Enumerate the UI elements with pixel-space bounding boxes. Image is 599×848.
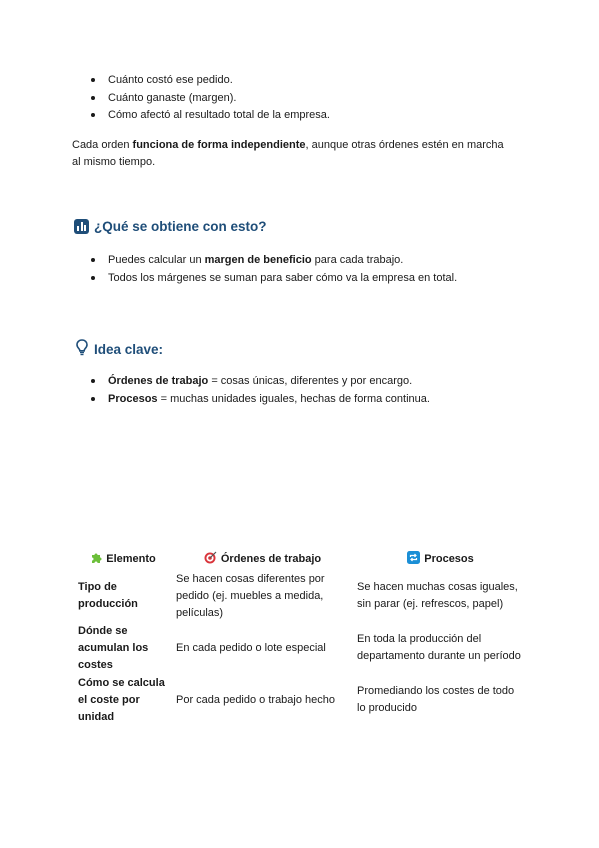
list-item [72,373,430,391]
list-item: Cuánto ganaste (margen). [72,90,330,108]
list-item: Cuánto costó ese pedido. [72,72,330,90]
repeat-icon [407,551,420,570]
list-item-emphasis: margen de beneficio [204,254,312,266]
table-cell-processes: Se hacen muchas cosas iguales, sin parar (ej. refrescos, papel) [357,581,518,610]
list-item-emphasis: Procesos [108,392,158,405]
puzzle-icon [90,552,102,570]
list-item-text-end: para cada trabajo. [311,254,404,266]
list-item-text: Todos los márgenes se suman para saber cómo va la empresa en total. [108,271,458,284]
top-bullet-list [72,72,330,125]
list-item [72,391,430,409]
paragraph-emphasis: funciona de forma independiente [132,139,306,151]
list-item [72,270,457,288]
bar-chart-icon [74,219,89,234]
table-header-label: Procesos [424,552,474,565]
table-cell-orders: En cada pedido o lote especial [176,641,326,654]
table-row [74,622,528,674]
section-heading-key-idea [76,339,163,360]
table-header-element [74,550,172,570]
list-item [72,252,457,270]
table-cell-processes: Promediando los costes de todo lo producido [357,685,515,714]
paragraph-text-start: Cada orden [72,139,133,151]
table-cell-orders: Por cada pedido o trabajo hecho [176,693,336,706]
table-cell-element: Dónde se acumulan los costes [78,624,149,671]
table-header-orders [172,550,353,570]
table-row [74,674,528,726]
section-heading-obtain [74,218,267,235]
list-item-text: = muchas unidades iguales, hechas de forma continua. [157,392,430,405]
comparison-table [74,550,528,726]
list-item: Cómo afectó al resultado total de la empresa. [72,107,330,125]
list-item-emphasis: Órdenes de trabajo [108,375,209,387]
table-cell-element: Tipo de producción [78,581,138,610]
list-item-text: = cosas únicas, diferentes y por encargo. [208,375,413,387]
table-header-row [74,550,528,570]
paragraph-text-end: , aunque otras órdenes estén en marcha al mismo tiempo. [72,139,504,168]
lightbulb-icon [76,339,88,360]
table-cell-processes: En toda la producción del departamento durante un período [357,633,521,662]
obtain-bullet-list [72,252,457,287]
orders-paragraph [72,137,512,171]
table-cell-orders: Se hacen cosas diferentes por pedido (ej. muebles a medida, películas) [176,572,325,619]
table-header-label: Elemento [106,552,156,565]
section-title: ¿Qué se obtiene con esto? [94,219,267,234]
table-cell-element: Cómo se calcula el coste por unidad [78,676,165,723]
table-header-processes [353,550,528,570]
table-row [74,570,528,622]
target-icon [204,551,217,570]
key-idea-bullet-list [72,373,430,408]
list-item-text: Puedes calcular un [108,254,205,266]
section-title: Idea clave: [94,342,164,357]
table-header-label: Órdenes de trabajo [220,552,322,565]
